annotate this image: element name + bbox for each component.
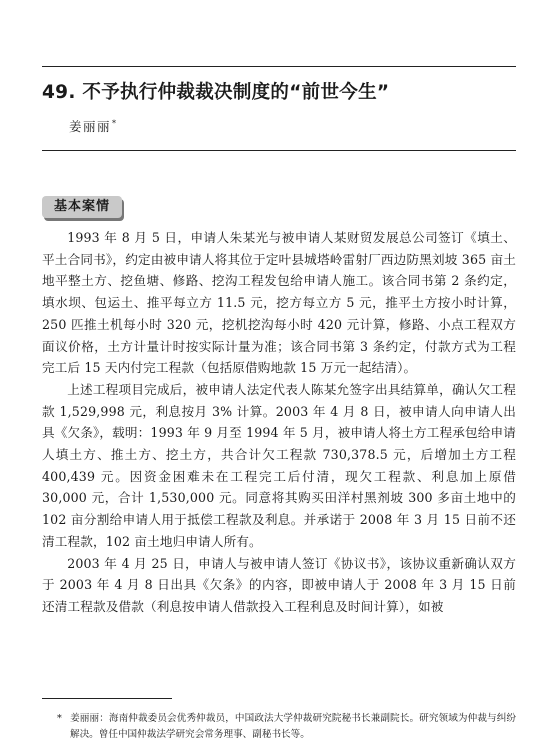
footnote-mark: * [57, 713, 62, 724]
author-footnote [42, 711, 516, 743]
article-body [42, 227, 516, 618]
author-line [69, 117, 116, 135]
footnote-divider [42, 698, 172, 699]
top-rule [42, 66, 516, 67]
body-paragraph: 1993 年 8 月 5 日，申请人朱某光与被申请人某财贸发展总公司签订《填土、平土合同书》，约定由被申请人将其位于定叶县城塔岭雷射厂西边防黑刘坡 365 亩土地平整土方、挖鱼塘、修路、挖沟工程发包给申请人施工。该合同书第 2 条约定，填水坝、包运土、推平每立方 11.5 元，挖方每立方 5 元，推平土方按小时计算，250 匹推土机每小时 320 元，挖机挖沟每小时 420 元计算，修路、小点工程双方面议价格，土方计量计时按实际计量为准；该合同书第 3 条约定，付款方式为工程完工后 15 天内付完工程款（包括原借购地款 15 万元一起结清）。 [42, 230, 516, 376]
article-title: 49. 不予执行仲裁裁决制度的“前世今生” [42, 82, 390, 103]
section-heading-badge: 基本案情 [42, 196, 122, 218]
body-paragraph: 2003 年 4 月 25 日，申请人与被申请人签订《协议书》，该协议重新确认双方于 2003 年 4 月 8 日出具《欠条》的内容，即被申请人于 2008 年 3 月 15 日前还清工程款及借款（利息按申请人借款投入工程利息及时间计算），如被 [42, 555, 516, 614]
body-paragraph: 上述工程项目完成后，被申请人法定代表人陈某允签字出具结算单，确认欠工程款 1,529,998 元，利息按月 3% 计算。2003 年 4 月 8 日，被申请人向申请人出具《欠条》，载明：1993 年 9 月至 1994 年 5 月，被申请人将土方工程承包给申请人填土方、推土方、挖土方，共合计欠工程款 730,378.5 元，后增加土方工程 400,439 元。因资金困难未在工程完工后付清，现欠工程款、利息加上原借 30,000 元，合计 1,530,000 元。同意将其购买田洋村黑剂坡 300 多亩土地中的 102 亩分割给申请人用于抵偿工程款及利息。并承诺于 2008 年 3 月 15 日前不还清工程款，102 亩土地归申请人所有。 [42, 381, 516, 549]
author-footnote-mark: * [112, 118, 117, 128]
header-bottom-rule [42, 150, 516, 151]
author-name: 姜丽丽 [69, 119, 112, 134]
footnote-text: 姜丽丽：海南仲裁委员会优秀仲裁员，中国政法大学仲裁研究院秘书长兼副院长。研究领域为仲裁与纠纷解决。曾任中国仲裁法学研究会常务理事、副秘书长等。 [70, 713, 516, 740]
